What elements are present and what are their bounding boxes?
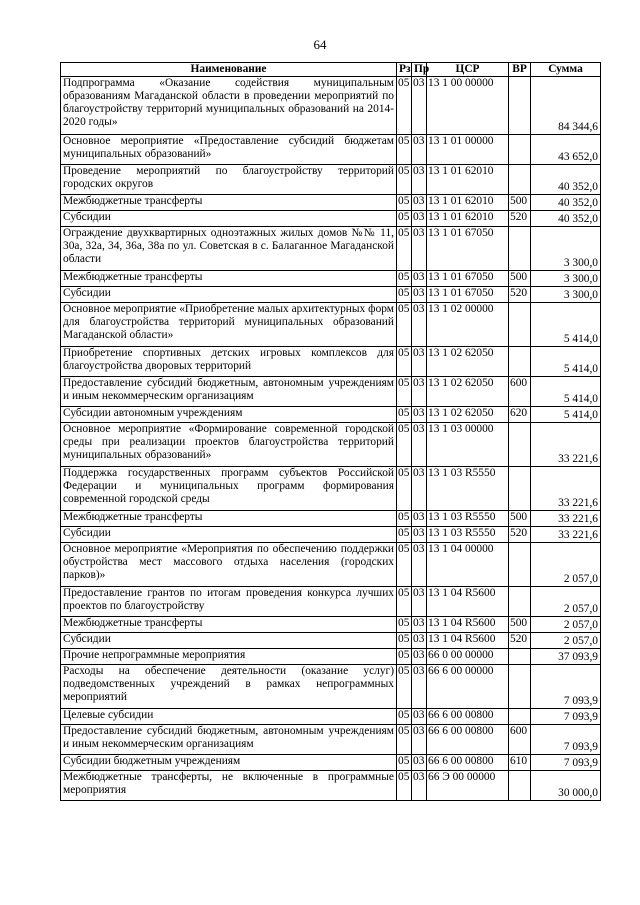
cell-name: Основное мероприятие «Мероприятия по обеспечению поддержки обустройства мест массового отдыха населения (городских парков)»	[61, 543, 397, 587]
cell-csr: 13 1 04 00000	[427, 543, 509, 587]
cell-sum: 37 093,9	[531, 649, 601, 665]
cell-sum: 7 093,9	[531, 665, 601, 709]
cell-rz: 05	[397, 511, 412, 527]
header-rz: Рз	[397, 63, 412, 77]
cell-vr	[509, 347, 531, 377]
cell-sum: 33 221,6	[531, 423, 601, 467]
table-row	[61, 587, 601, 617]
cell-rz: 05	[397, 165, 412, 195]
cell-vr	[509, 303, 531, 347]
cell-pr: 03	[412, 633, 427, 649]
cell-csr: 66 6 00 00800	[427, 725, 509, 755]
cell-name: Субсидии	[61, 287, 397, 303]
cell-pr: 03	[412, 511, 427, 527]
cell-pr: 03	[412, 587, 427, 617]
cell-rz: 05	[397, 649, 412, 665]
cell-sum: 5 414,0	[531, 407, 601, 423]
cell-csr: 66 6 00 00800	[427, 709, 509, 725]
cell-rz: 05	[397, 77, 412, 135]
table-row	[61, 287, 601, 303]
cell-sum: 3 300,0	[531, 287, 601, 303]
cell-name: Прочие непрограммные мероприятия	[61, 649, 397, 665]
cell-sum: 40 352,0	[531, 211, 601, 227]
cell-csr: 13 1 01 67050	[427, 287, 509, 303]
header-name: Наименование	[61, 63, 397, 77]
cell-sum: 5 414,0	[531, 303, 601, 347]
cell-vr	[509, 771, 531, 801]
table-body	[61, 77, 601, 801]
cell-vr	[509, 135, 531, 165]
table-row	[61, 467, 601, 511]
cell-pr: 03	[412, 165, 427, 195]
cell-sum: 40 352,0	[531, 165, 601, 195]
cell-name: Поддержка государственных программ субъектов Российской Федерации и муниципальных программ формирования современной городской среды	[61, 467, 397, 511]
cell-sum: 33 221,6	[531, 527, 601, 543]
table-row	[61, 407, 601, 423]
cell-sum: 2 057,0	[531, 543, 601, 587]
cell-pr: 03	[412, 543, 427, 587]
cell-pr: 03	[412, 211, 427, 227]
cell-rz: 05	[397, 407, 412, 423]
cell-rz: 05	[397, 617, 412, 633]
table-row	[61, 211, 601, 227]
cell-csr: 13 1 02 62050	[427, 407, 509, 423]
cell-csr: 13 1 01 62010	[427, 165, 509, 195]
cell-csr: 66 6 00 00800	[427, 755, 509, 771]
cell-name: Приобретение спортивных детских игровых комплексов для благоустройства дворовых территорий	[61, 347, 397, 377]
cell-pr: 03	[412, 467, 427, 511]
cell-sum: 3 300,0	[531, 271, 601, 287]
cell-pr: 03	[412, 377, 427, 407]
cell-sum: 2 057,0	[531, 587, 601, 617]
cell-rz: 05	[397, 347, 412, 377]
cell-name: Субсидии	[61, 633, 397, 649]
cell-name: Межбюджетные трансферты	[61, 271, 397, 287]
cell-rz: 05	[397, 211, 412, 227]
cell-sum: 7 093,9	[531, 709, 601, 725]
cell-name: Межбюджетные трансферты, не включенные в программные мероприятия	[61, 771, 397, 801]
cell-sum: 33 221,6	[531, 467, 601, 511]
cell-sum: 2 057,0	[531, 633, 601, 649]
cell-rz: 05	[397, 227, 412, 271]
cell-pr: 03	[412, 135, 427, 165]
cell-vr: 520	[509, 527, 531, 543]
table-row	[61, 725, 601, 755]
cell-csr: 13 1 01 67050	[427, 271, 509, 287]
cell-rz: 05	[397, 271, 412, 287]
cell-vr	[509, 227, 531, 271]
cell-sum: 2 057,0	[531, 617, 601, 633]
cell-csr: 13 1 01 62010	[427, 195, 509, 211]
table-row	[61, 617, 601, 633]
cell-vr: 600	[509, 725, 531, 755]
header-pr: Пр	[412, 63, 427, 77]
cell-rz: 05	[397, 587, 412, 617]
header-row	[61, 63, 601, 77]
cell-vr	[509, 709, 531, 725]
cell-vr	[509, 467, 531, 511]
cell-name: Субсидии	[61, 527, 397, 543]
cell-csr: 13 1 03 R5550	[427, 511, 509, 527]
cell-csr: 13 1 01 00000	[427, 135, 509, 165]
cell-rz: 05	[397, 527, 412, 543]
header-vr: ВР	[509, 63, 531, 77]
cell-csr: 13 1 04 R5600	[427, 587, 509, 617]
cell-pr: 03	[412, 227, 427, 271]
cell-pr: 03	[412, 755, 427, 771]
cell-pr: 03	[412, 665, 427, 709]
cell-vr	[509, 587, 531, 617]
cell-pr: 03	[412, 771, 427, 801]
table-row	[61, 271, 601, 287]
table-row	[61, 649, 601, 665]
cell-pr: 03	[412, 725, 427, 755]
cell-name: Основное мероприятие «Предоставление субсидий бюджетам муниципальных образований»	[61, 135, 397, 165]
cell-vr: 600	[509, 377, 531, 407]
cell-sum: 5 414,0	[531, 377, 601, 407]
cell-sum: 3 300,0	[531, 227, 601, 271]
cell-sum: 5 414,0	[531, 347, 601, 377]
cell-name: Проведение мероприятий по благоустройству территорий городских округов	[61, 165, 397, 195]
cell-name: Предоставление субсидий бюджетным, автономным учреждениям и иным некоммерческим организациям	[61, 725, 397, 755]
cell-pr: 03	[412, 303, 427, 347]
cell-csr: 66 6 00 00000	[427, 665, 509, 709]
cell-vr: 520	[509, 287, 531, 303]
table-row	[61, 527, 601, 543]
table-row	[61, 665, 601, 709]
table-row	[61, 165, 601, 195]
cell-pr: 03	[412, 617, 427, 633]
header-csr: ЦСР	[427, 63, 509, 77]
cell-sum: 84 344,6	[531, 77, 601, 135]
cell-vr: 500	[509, 511, 531, 527]
cell-name: Межбюджетные трансферты	[61, 511, 397, 527]
cell-vr: 500	[509, 617, 531, 633]
cell-sum: 40 352,0	[531, 195, 601, 211]
cell-name: Межбюджетные трансферты	[61, 617, 397, 633]
cell-csr: 13 1 03 R5550	[427, 467, 509, 511]
cell-name: Ограждение двухквартирных одноэтажных жилых домов №№ 11, 30а, 32а, 34, 36а, 38а по ул. Советская в с. Балаганное Магаданской области	[61, 227, 397, 271]
cell-vr	[509, 165, 531, 195]
cell-pr: 03	[412, 287, 427, 303]
table-row	[61, 771, 601, 801]
cell-pr: 03	[412, 527, 427, 543]
cell-pr: 03	[412, 347, 427, 377]
cell-vr: 520	[509, 633, 531, 649]
table-row	[61, 347, 601, 377]
table-row	[61, 423, 601, 467]
cell-sum: 7 093,9	[531, 725, 601, 755]
header-sum: Сумма	[531, 63, 601, 77]
cell-rz: 05	[397, 423, 412, 467]
table-row	[61, 227, 601, 271]
table-row	[61, 303, 601, 347]
cell-vr: 610	[509, 755, 531, 771]
cell-csr: 13 1 01 67050	[427, 227, 509, 271]
table-row	[61, 755, 601, 771]
cell-pr: 03	[412, 649, 427, 665]
cell-vr: 520	[509, 211, 531, 227]
cell-name: Целевые субсидии	[61, 709, 397, 725]
budget-table	[60, 62, 601, 801]
cell-csr: 13 1 02 00000	[427, 303, 509, 347]
cell-vr: 500	[509, 195, 531, 211]
table-row	[61, 135, 601, 165]
cell-name: Субсидии бюджетным учреждениям	[61, 755, 397, 771]
cell-name: Субсидии	[61, 211, 397, 227]
cell-name: Предоставление грантов по итогам проведения конкурса лучших проектов по благоустройству	[61, 587, 397, 617]
cell-csr: 13 1 01 62010	[427, 211, 509, 227]
cell-vr	[509, 665, 531, 709]
cell-csr: 13 1 02 62050	[427, 377, 509, 407]
cell-name: Основное мероприятие «Формирование современной городской среды при реализации проектов благоустройства территорий муниципальных образований»	[61, 423, 397, 467]
table-row	[61, 511, 601, 527]
cell-name: Подпрограмма «Оказание содействия муниципальным образованиям Магаданской области в проведении мероприятий по благоустройству территорий муниципальных образований на 2014-2020 годы»	[61, 77, 397, 135]
cell-csr: 13 1 04 R5600	[427, 617, 509, 633]
cell-name: Субсидии автономным учреждениям	[61, 407, 397, 423]
cell-csr: 13 1 03 00000	[427, 423, 509, 467]
cell-name: Межбюджетные трансферты	[61, 195, 397, 211]
cell-vr	[509, 423, 531, 467]
cell-name: Основное мероприятие «Приобретение малых архитектурных форм для благоустройства территорий муниципальных образований Магаданской области»	[61, 303, 397, 347]
cell-csr: 13 1 04 R5600	[427, 633, 509, 649]
cell-rz: 05	[397, 135, 412, 165]
cell-rz: 05	[397, 633, 412, 649]
table-row	[61, 633, 601, 649]
cell-pr: 03	[412, 271, 427, 287]
cell-csr: 13 1 00 00000	[427, 77, 509, 135]
table-row	[61, 195, 601, 211]
cell-name: Расходы на обеспечение деятельности (оказание услуг) подведомственных учреждений в рамках непрограммных мероприятий	[61, 665, 397, 709]
cell-csr: 13 1 03 R5550	[427, 527, 509, 543]
cell-pr: 03	[412, 195, 427, 211]
cell-rz: 05	[397, 543, 412, 587]
cell-rz: 05	[397, 377, 412, 407]
cell-pr: 03	[412, 407, 427, 423]
cell-vr: 500	[509, 271, 531, 287]
cell-rz: 05	[397, 195, 412, 211]
cell-name: Предоставление субсидий бюджетным, автономным учреждениям и иным некоммерческим организациям	[61, 377, 397, 407]
cell-sum: 33 221,6	[531, 511, 601, 527]
cell-rz: 05	[397, 725, 412, 755]
cell-csr: 66 0 00 00000	[427, 649, 509, 665]
table-header	[61, 63, 601, 77]
table-row	[61, 543, 601, 587]
cell-sum: 7 093,9	[531, 755, 601, 771]
cell-rz: 05	[397, 771, 412, 801]
cell-vr	[509, 77, 531, 135]
table-row	[61, 377, 601, 407]
cell-csr: 13 1 02 62050	[427, 347, 509, 377]
table-row	[61, 709, 601, 725]
cell-pr: 03	[412, 709, 427, 725]
cell-rz: 05	[397, 303, 412, 347]
cell-vr	[509, 543, 531, 587]
page-number: 64	[313, 37, 327, 52]
cell-rz: 05	[397, 467, 412, 511]
cell-vr	[509, 649, 531, 665]
cell-sum: 43 652,0	[531, 135, 601, 165]
cell-rz: 05	[397, 665, 412, 709]
cell-sum: 30 000,0	[531, 771, 601, 801]
cell-rz: 05	[397, 755, 412, 771]
table-row	[61, 77, 601, 135]
cell-rz: 05	[397, 287, 412, 303]
cell-pr: 03	[412, 423, 427, 467]
cell-csr: 66 Э 00 00000	[427, 771, 509, 801]
cell-pr: 03	[412, 77, 427, 135]
cell-rz: 05	[397, 709, 412, 725]
cell-vr: 620	[509, 407, 531, 423]
